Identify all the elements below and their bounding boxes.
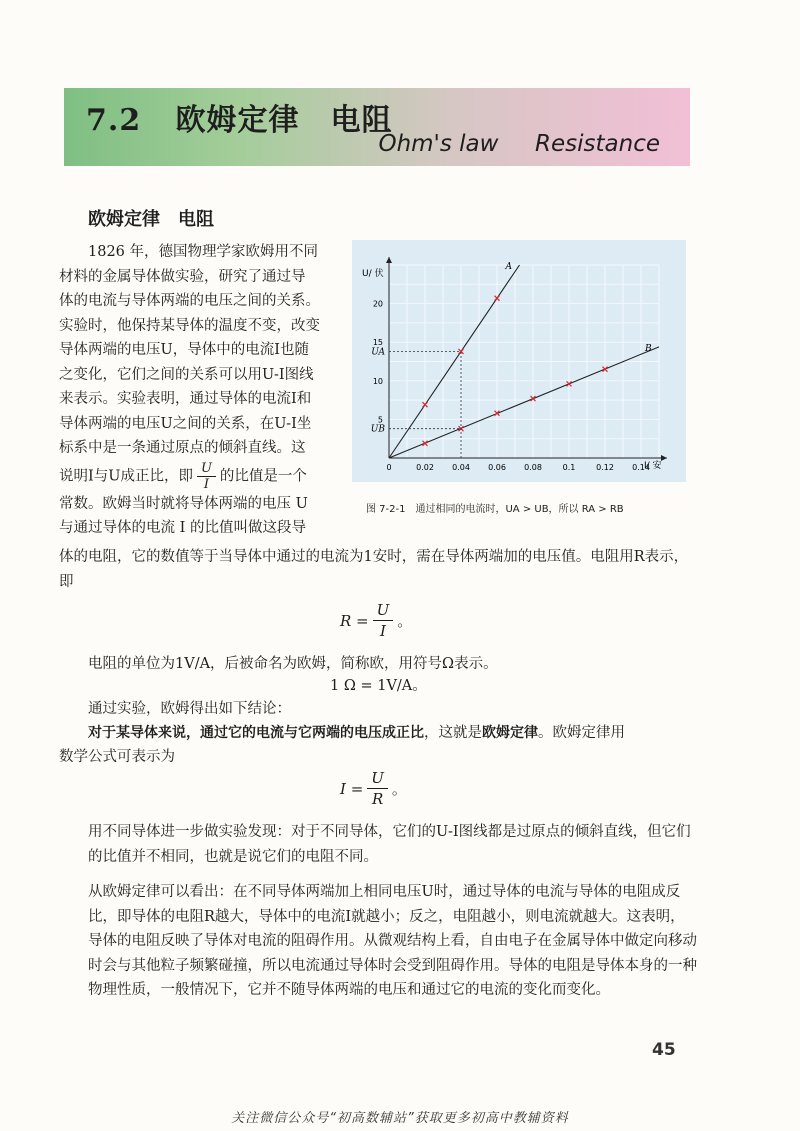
formula-resistance: R = $\frac{U}{I}$ 。 xyxy=(340,601,413,640)
x-tick-label: 0.12 xyxy=(596,463,614,472)
intro-line: 与通过导体的电流 I 的比值叫做这段导 xyxy=(59,520,306,536)
intro-line: 之变化，它们之间的关系可以用U-I图线 xyxy=(59,366,314,383)
intro-line: 实验时，他保持某导体的温度不变，改变 xyxy=(59,317,320,334)
x-tick-label: 0.14 xyxy=(632,463,650,472)
resistance-definition: 体的电阻，它的数值等于当导体中通过的电流为1安时，需在导体两端加的电压值。电阻用R表示，即 xyxy=(59,549,689,590)
x-tick-label: 0 xyxy=(386,463,392,472)
intro-line: 材料的金属导体做实验，研究了通过导 xyxy=(59,268,306,285)
u-i-chart xyxy=(352,240,686,482)
unit-formula: 1 Ω = 1V/A。 xyxy=(330,678,427,694)
conclusion-intro: 通过实验，欧姆得出如下结论： xyxy=(88,701,291,717)
intro-line: 来表示。实验表明，通过导体的电流I和 xyxy=(59,391,312,407)
intro-line: 导体两端的电压U，导体中的电流I也随 xyxy=(59,342,309,358)
paragraph-explanation: 从欧姆定律可以看出：在不同导体两端加上相同电压U时，通过导体的电流与导体的电阻成反比，即导体的电阻R越大，导体中的电流I就越小；反之，电阻越小，则电流就越大。这表明，导体的电阻反映了导体对电流的阻碍作用。从微观结构上看，自由电子在金属导体中做定向移动时会与其他粒子频繁碰撞，所以电流通过导体时会受到阻碍作用。导体的电阻是导体本身的一种物理性质，一般情况下，它并不随导体两端的电压和通过它的电流的变化而变化。 xyxy=(88,884,697,998)
unit-text: 电阻的单位为1V/A，后被命名为欧姆，简称欧，用符号Ω表示。 xyxy=(88,656,498,672)
x-axis-label: I/ 安 xyxy=(644,461,662,471)
intro-line: 导体两端的电压U之间的关系，在U-I坐 xyxy=(59,415,312,432)
intro-line: 1826 年，德国物理学家欧姆用不同 xyxy=(88,244,319,260)
paragraph-different-conductors: 用不同导体进一步做实验发现：对于不同导体，它们的U-I图线都是过原点的倾斜直线，但它们的比值并不相同，也就是说它们的电阻不同。 xyxy=(88,824,691,865)
formula-ohms-law: I = $\frac{U}{R}$ 。 xyxy=(340,769,407,808)
section-heading: 欧姆定律 电阻 xyxy=(88,209,214,230)
y-axis-label: U/ 伏 xyxy=(362,269,384,279)
ratio-fraction: $\frac{U}{I}$ xyxy=(197,461,216,492)
chapter-title xyxy=(86,95,393,139)
x-tick-label: 0.08 xyxy=(524,463,542,472)
intro-line: 常数。欧姆当时就将导体两端的电压 U xyxy=(59,495,308,512)
figure-panel xyxy=(352,240,686,482)
y-tick-label: 10 xyxy=(372,376,383,386)
ub-label: UB xyxy=(370,424,385,435)
y-tick-label: 5 xyxy=(377,415,383,425)
chapter-subtitle: Ohm's law Resistance xyxy=(378,131,660,157)
y-tick-label: 15 xyxy=(372,338,383,348)
footer-note: 关注微信公众号“初高数辅站”获取更多初高中教辅资料 xyxy=(231,1111,569,1126)
figure-caption: 图 7-2-1 通过相同的电流时，UA > UB，所以 RA > RB xyxy=(366,504,624,515)
page-number: 45 xyxy=(652,1040,676,1060)
y-tick-label: 20 xyxy=(372,299,383,309)
x-axis-arrow xyxy=(661,455,667,461)
law-line-2: 数学公式可表示为 xyxy=(59,749,175,765)
x-tick-label: 0.04 xyxy=(452,463,470,472)
intro-ratio-line: 说明I与U成正比，即 $\frac{U}{I}$ 的比值是一个 xyxy=(59,460,307,492)
x-tick-label: 0.02 xyxy=(416,463,434,472)
series-label-a: A xyxy=(505,262,512,272)
intro-line: 体的电流与导体两端的电压之间的关系。 xyxy=(59,293,320,309)
section-title: 欧姆定律 电阻 xyxy=(175,103,393,138)
x-tick-label: 0.06 xyxy=(488,463,506,472)
x-tick-label: 0.1 xyxy=(562,463,576,472)
y-axis-arrow xyxy=(386,257,392,263)
intro-line: 标系中是一条通过原点的倾斜直线。这 xyxy=(59,440,306,456)
ua-label: UA xyxy=(371,347,385,358)
section-number: 7.2 xyxy=(86,103,142,138)
ohms-law-statement: 对于某导体来说，通过它的电流与它两端的电压成正比，这就是欧姆定律。欧姆定律用 xyxy=(88,725,625,741)
series-label-b: B xyxy=(645,343,652,354)
intro-paragraph xyxy=(59,240,349,541)
series-line-b xyxy=(389,347,659,458)
